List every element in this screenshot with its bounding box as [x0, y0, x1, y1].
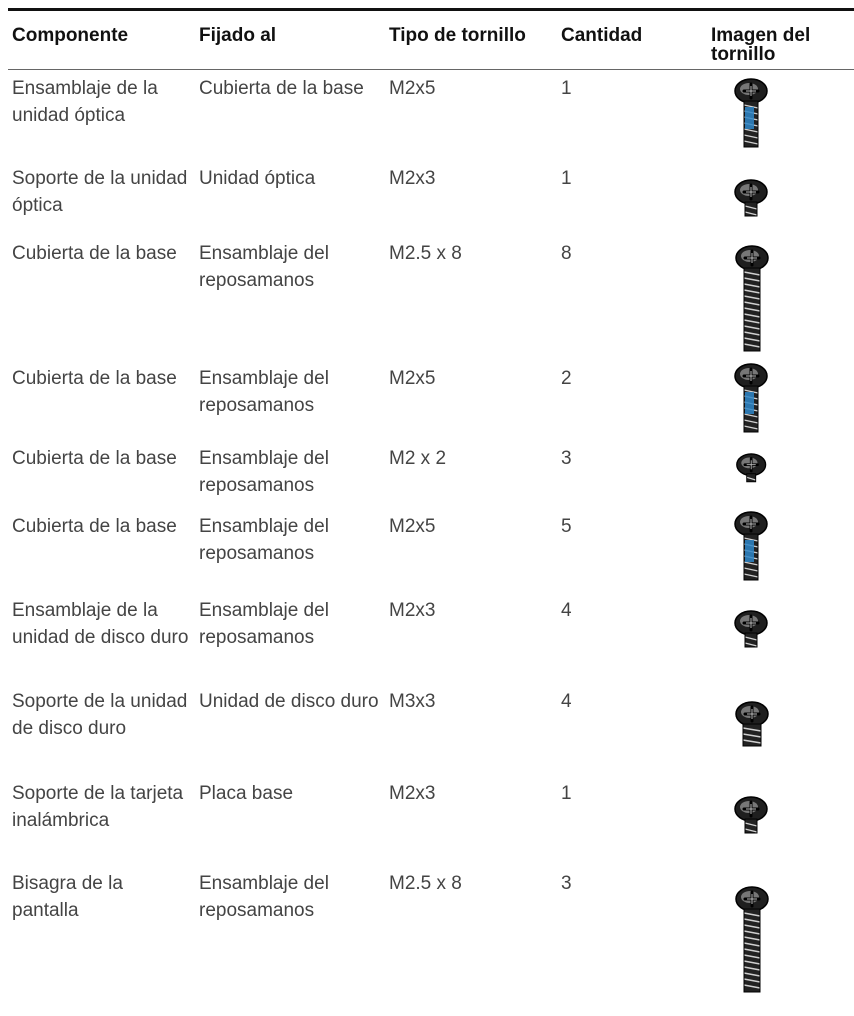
cell-screw-image — [707, 440, 854, 508]
cell-fijado-al: Ensamblaje del reposamanos — [199, 872, 329, 921]
cell-cantidad: 3 — [561, 872, 572, 894]
cell-fijado-al: Ensamblaje del reposamanos — [199, 515, 329, 564]
cell-tipo: M2x5 — [389, 367, 436, 389]
cell-componente: Ensamblaje de la unidad óptica — [12, 78, 158, 126]
cell-cantidad: 3 — [561, 447, 572, 469]
cell-screw-image — [707, 235, 854, 360]
cell-screw-image — [707, 360, 854, 440]
cell-cantidad: 4 — [561, 690, 572, 712]
table-row — [8, 865, 854, 994]
cell-fijado-al: Cubierta de la base — [199, 78, 364, 99]
table-row — [8, 70, 854, 160]
cell-screw-image — [707, 683, 854, 775]
long-screw-blue-thread-icon — [733, 360, 850, 433]
table-row — [8, 235, 854, 360]
cell-cantidad: 8 — [561, 242, 572, 264]
cell-screw-image — [707, 70, 854, 160]
cell-tipo: M2x3 — [389, 782, 436, 804]
cell-screw-image — [707, 508, 854, 592]
tiny-screw-icon — [733, 440, 850, 486]
cell-componente: Ensamblaje de la unidad de disco duro — [12, 599, 189, 648]
cell-tipo: M3x3 — [389, 690, 436, 712]
cell-screw-image — [707, 865, 854, 994]
cell-componente: Bisagra de la pantalla — [12, 872, 123, 921]
table-row — [8, 160, 854, 235]
header-cantidad: Cantidad — [557, 10, 707, 70]
cell-tipo: M2.5 x 8 — [389, 872, 462, 894]
cell-componente: Soporte de la tarjeta inalámbrica — [12, 782, 184, 831]
cell-cantidad: 1 — [561, 167, 572, 189]
short-screw-icon — [733, 775, 850, 836]
cell-componente: Cubierta de la base — [12, 515, 177, 537]
cell-fijado-al: Ensamblaje del reposamanos — [199, 599, 329, 648]
header-row — [8, 10, 854, 70]
cell-componente: Cubierta de la base — [12, 447, 177, 469]
table-row — [8, 440, 854, 508]
long-screw-blue-thread-icon — [733, 508, 850, 581]
wide-short-screw-icon — [733, 683, 850, 748]
long-screw-blue-thread-icon — [733, 70, 850, 148]
cell-cantidad: 4 — [561, 599, 572, 621]
cell-fijado-al: Ensamblaje del reposamanos — [199, 242, 329, 291]
cell-screw-image — [707, 160, 854, 235]
screw-table-header — [8, 10, 854, 70]
cell-tipo: M2x5 — [389, 78, 436, 99]
cell-screw-image — [707, 592, 854, 683]
cell-fijado-al: Placa base — [199, 782, 294, 804]
long-screw-icon — [733, 235, 850, 353]
table-row — [8, 508, 854, 592]
cell-cantidad: 2 — [561, 367, 572, 389]
cell-componente: Soporte de la unidad de disco duro — [12, 690, 188, 739]
cell-tipo: M2 x 2 — [389, 447, 447, 469]
cell-componente: Cubierta de la base — [12, 242, 177, 264]
header-componente: Componente — [8, 10, 195, 70]
cell-componente: Soporte de la unidad óptica — [12, 167, 188, 216]
screw-table — [8, 8, 854, 994]
cell-fijado-al: Ensamblaje del reposamanos — [199, 367, 329, 416]
cell-componente: Cubierta de la base — [12, 367, 177, 389]
table-row — [8, 775, 854, 865]
cell-tipo: M2x3 — [389, 599, 436, 621]
cell-fijado-al: Ensamblaje del reposamanos — [199, 447, 329, 496]
header-fijado-al: Fijado al — [195, 10, 385, 70]
header-tipo-de-tornillo: Tipo de tornillo — [385, 10, 557, 70]
cell-cantidad: 1 — [561, 782, 572, 804]
long-screw-icon — [733, 865, 850, 994]
cell-cantidad: 5 — [561, 515, 572, 537]
header-imagen-del-tornillo: Imagen del tornillo — [707, 10, 854, 70]
cell-cantidad: 1 — [561, 78, 572, 99]
cell-tipo: M2x5 — [389, 515, 436, 537]
cell-fijado-al: Unidad de disco duro — [199, 690, 379, 712]
screw-table-body — [8, 70, 854, 994]
cell-tipo: M2.5 x 8 — [389, 242, 462, 264]
short-screw-icon — [733, 592, 850, 650]
table-row — [8, 592, 854, 683]
table-row — [8, 360, 854, 440]
table-row — [8, 683, 854, 775]
cell-screw-image — [707, 775, 854, 865]
cell-tipo: M2x3 — [389, 167, 436, 189]
short-screw-icon — [733, 160, 850, 219]
cell-fijado-al: Unidad óptica — [199, 167, 316, 189]
